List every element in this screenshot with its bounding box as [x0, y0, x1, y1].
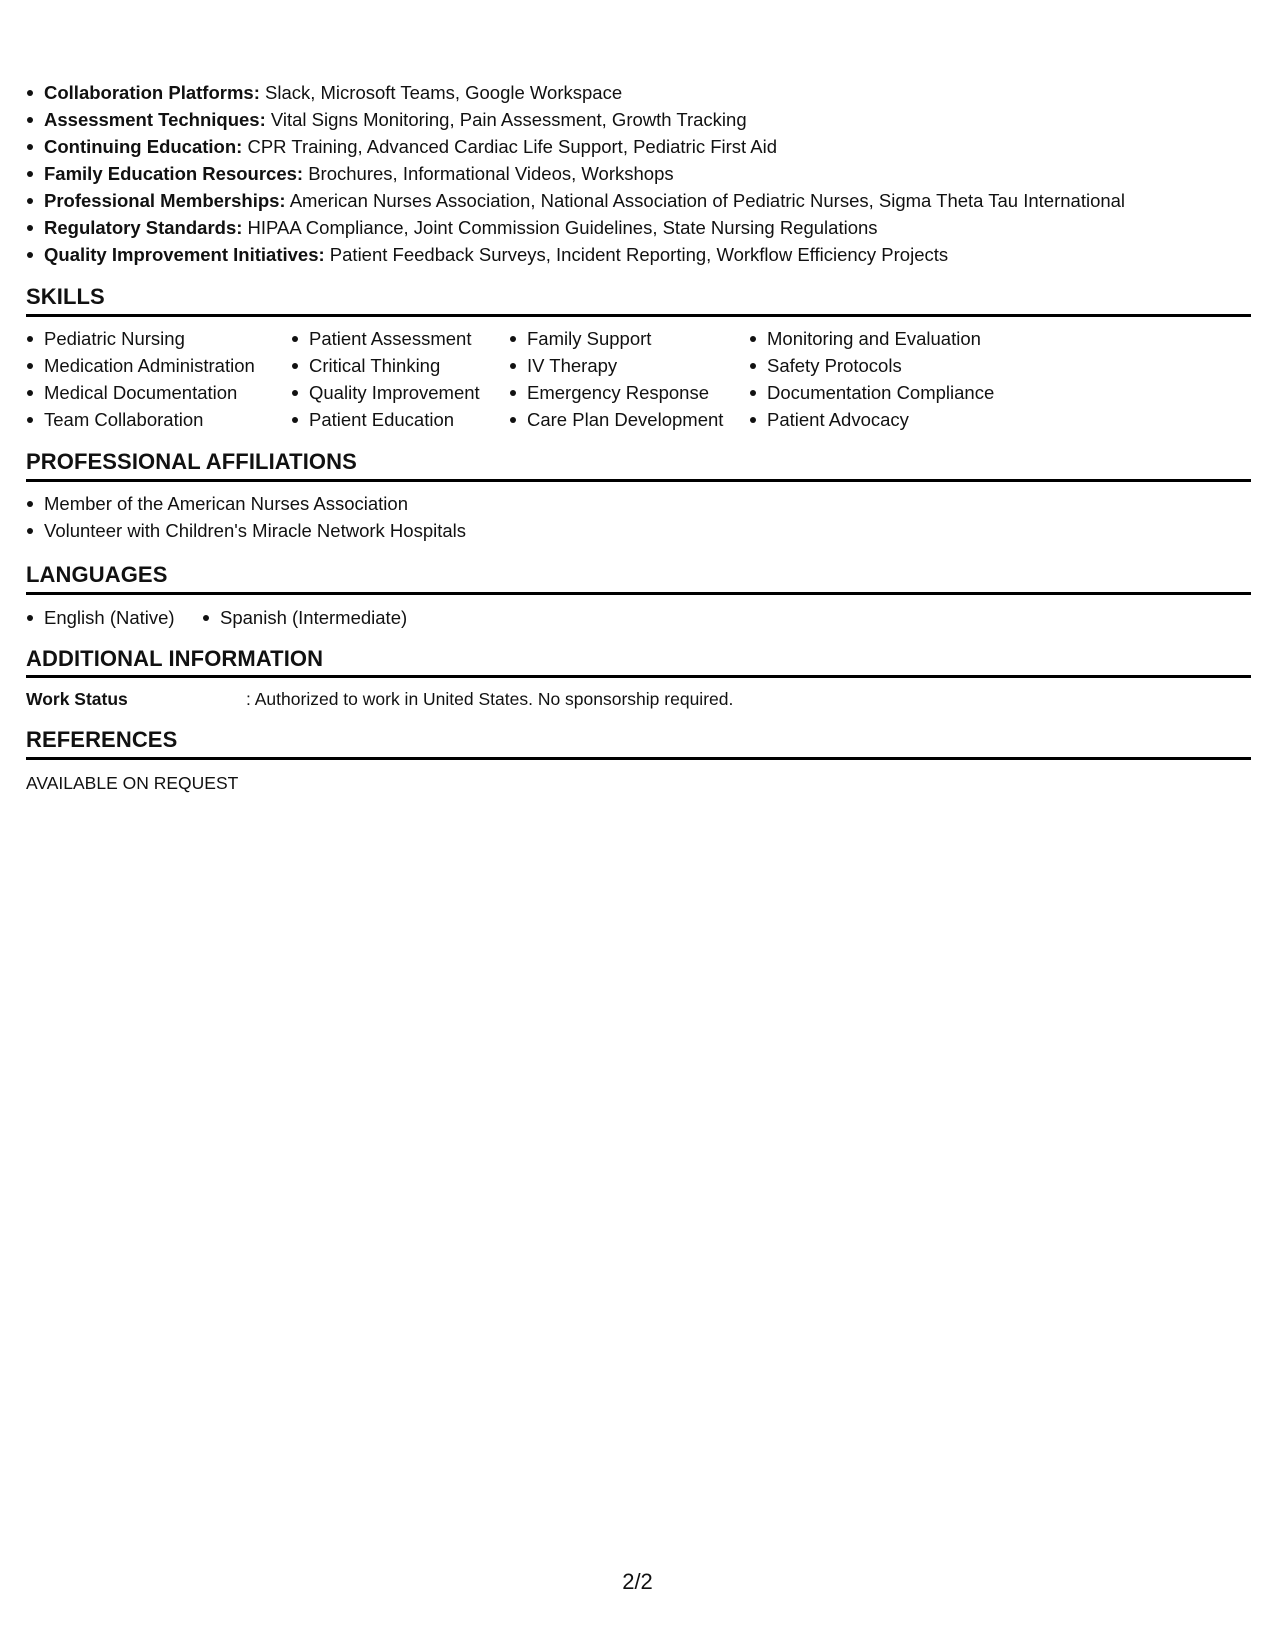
list-item: Family Support	[509, 325, 749, 352]
languages-divider	[26, 592, 1251, 595]
additional-divider	[26, 675, 1251, 678]
list-item: Pediatric Nursing	[26, 325, 291, 352]
list-item: Medication Administration	[26, 352, 291, 379]
list-item: IV Therapy	[509, 352, 749, 379]
skills-column-4	[749, 325, 1029, 433]
work-status-value: : Authorized to work in United States. No sponsorship required.	[246, 689, 734, 709]
list-item: Patient Advocacy	[749, 406, 1029, 433]
tool-label: Continuing Education:	[44, 136, 243, 157]
tool-label: Regulatory Standards:	[44, 217, 243, 238]
tool-value: American Nurses Association, National Association of Pediatric Nurses, Sigma Theta Tau International	[289, 190, 1126, 211]
list-item	[26, 187, 1125, 214]
list-item: Safety Protocols	[749, 352, 1029, 379]
affiliations-list	[26, 490, 466, 544]
tool-label: Quality Improvement Initiatives:	[44, 244, 325, 265]
tool-label: Family Education Resources:	[44, 163, 304, 184]
languages-list	[26, 604, 462, 631]
references-divider	[26, 757, 1251, 760]
list-item: Emergency Response	[509, 379, 749, 406]
tools-list	[26, 79, 1125, 268]
list-item: English (Native)	[26, 604, 202, 631]
references-heading: REFERENCES	[26, 727, 178, 752]
skills-column-3	[509, 325, 749, 433]
work-status-label: Work Status	[26, 689, 128, 709]
list-item	[26, 214, 1125, 241]
list-item	[26, 106, 1125, 133]
list-item	[26, 160, 1125, 187]
tool-value: Patient Feedback Surveys, Incident Reporting, Workflow Efficiency Projects	[329, 244, 949, 265]
list-item	[26, 241, 1125, 268]
list-item: Team Collaboration	[26, 406, 291, 433]
list-item: Medical Documentation	[26, 379, 291, 406]
list-item: Patient Education	[291, 406, 509, 433]
affiliations-divider	[26, 479, 1251, 482]
tool-value: Slack, Microsoft Teams, Google Workspace	[265, 82, 623, 103]
tool-value: CPR Training, Advanced Cardiac Life Support, Pediatric First Aid	[247, 136, 778, 157]
skills-divider	[26, 314, 1251, 317]
skills-column-1	[26, 325, 291, 433]
skills-column-2	[291, 325, 509, 433]
languages-heading: LANGUAGES	[26, 562, 168, 587]
tool-label: Professional Memberships:	[44, 190, 286, 211]
list-item: Monitoring and Evaluation	[749, 325, 1029, 352]
references-text: AVAILABLE ON REQUEST	[26, 773, 239, 793]
skills-grid	[26, 325, 1029, 433]
list-item: Documentation Compliance	[749, 379, 1029, 406]
tool-label: Assessment Techniques:	[44, 109, 266, 130]
list-item: Quality Improvement	[291, 379, 509, 406]
tool-value: Vital Signs Monitoring, Pain Assessment, Growth Tracking	[270, 109, 747, 130]
additional-heading: ADDITIONAL INFORMATION	[26, 646, 324, 671]
list-item: Spanish (Intermediate)	[202, 604, 462, 631]
list-item: Critical Thinking	[291, 352, 509, 379]
list-item: Volunteer with Children's Miracle Network Hospitals	[26, 517, 466, 544]
list-item: Patient Assessment	[291, 325, 509, 352]
tool-value: HIPAA Compliance, Joint Commission Guidelines, State Nursing Regulations	[247, 217, 878, 238]
list-item	[26, 79, 1125, 106]
list-item: Care Plan Development	[509, 406, 749, 433]
tool-label: Collaboration Platforms:	[44, 82, 260, 103]
affiliations-heading: PROFESSIONAL AFFILIATIONS	[26, 449, 357, 474]
list-item: Member of the American Nurses Association	[26, 490, 466, 517]
language-item-wrap	[26, 604, 202, 631]
tool-value: Brochures, Informational Videos, Workshops	[308, 163, 674, 184]
skills-heading: SKILLS	[26, 284, 105, 309]
page-indicator: 2/2	[622, 1569, 653, 1594]
language-item-wrap	[202, 604, 462, 631]
list-item	[26, 133, 1125, 160]
